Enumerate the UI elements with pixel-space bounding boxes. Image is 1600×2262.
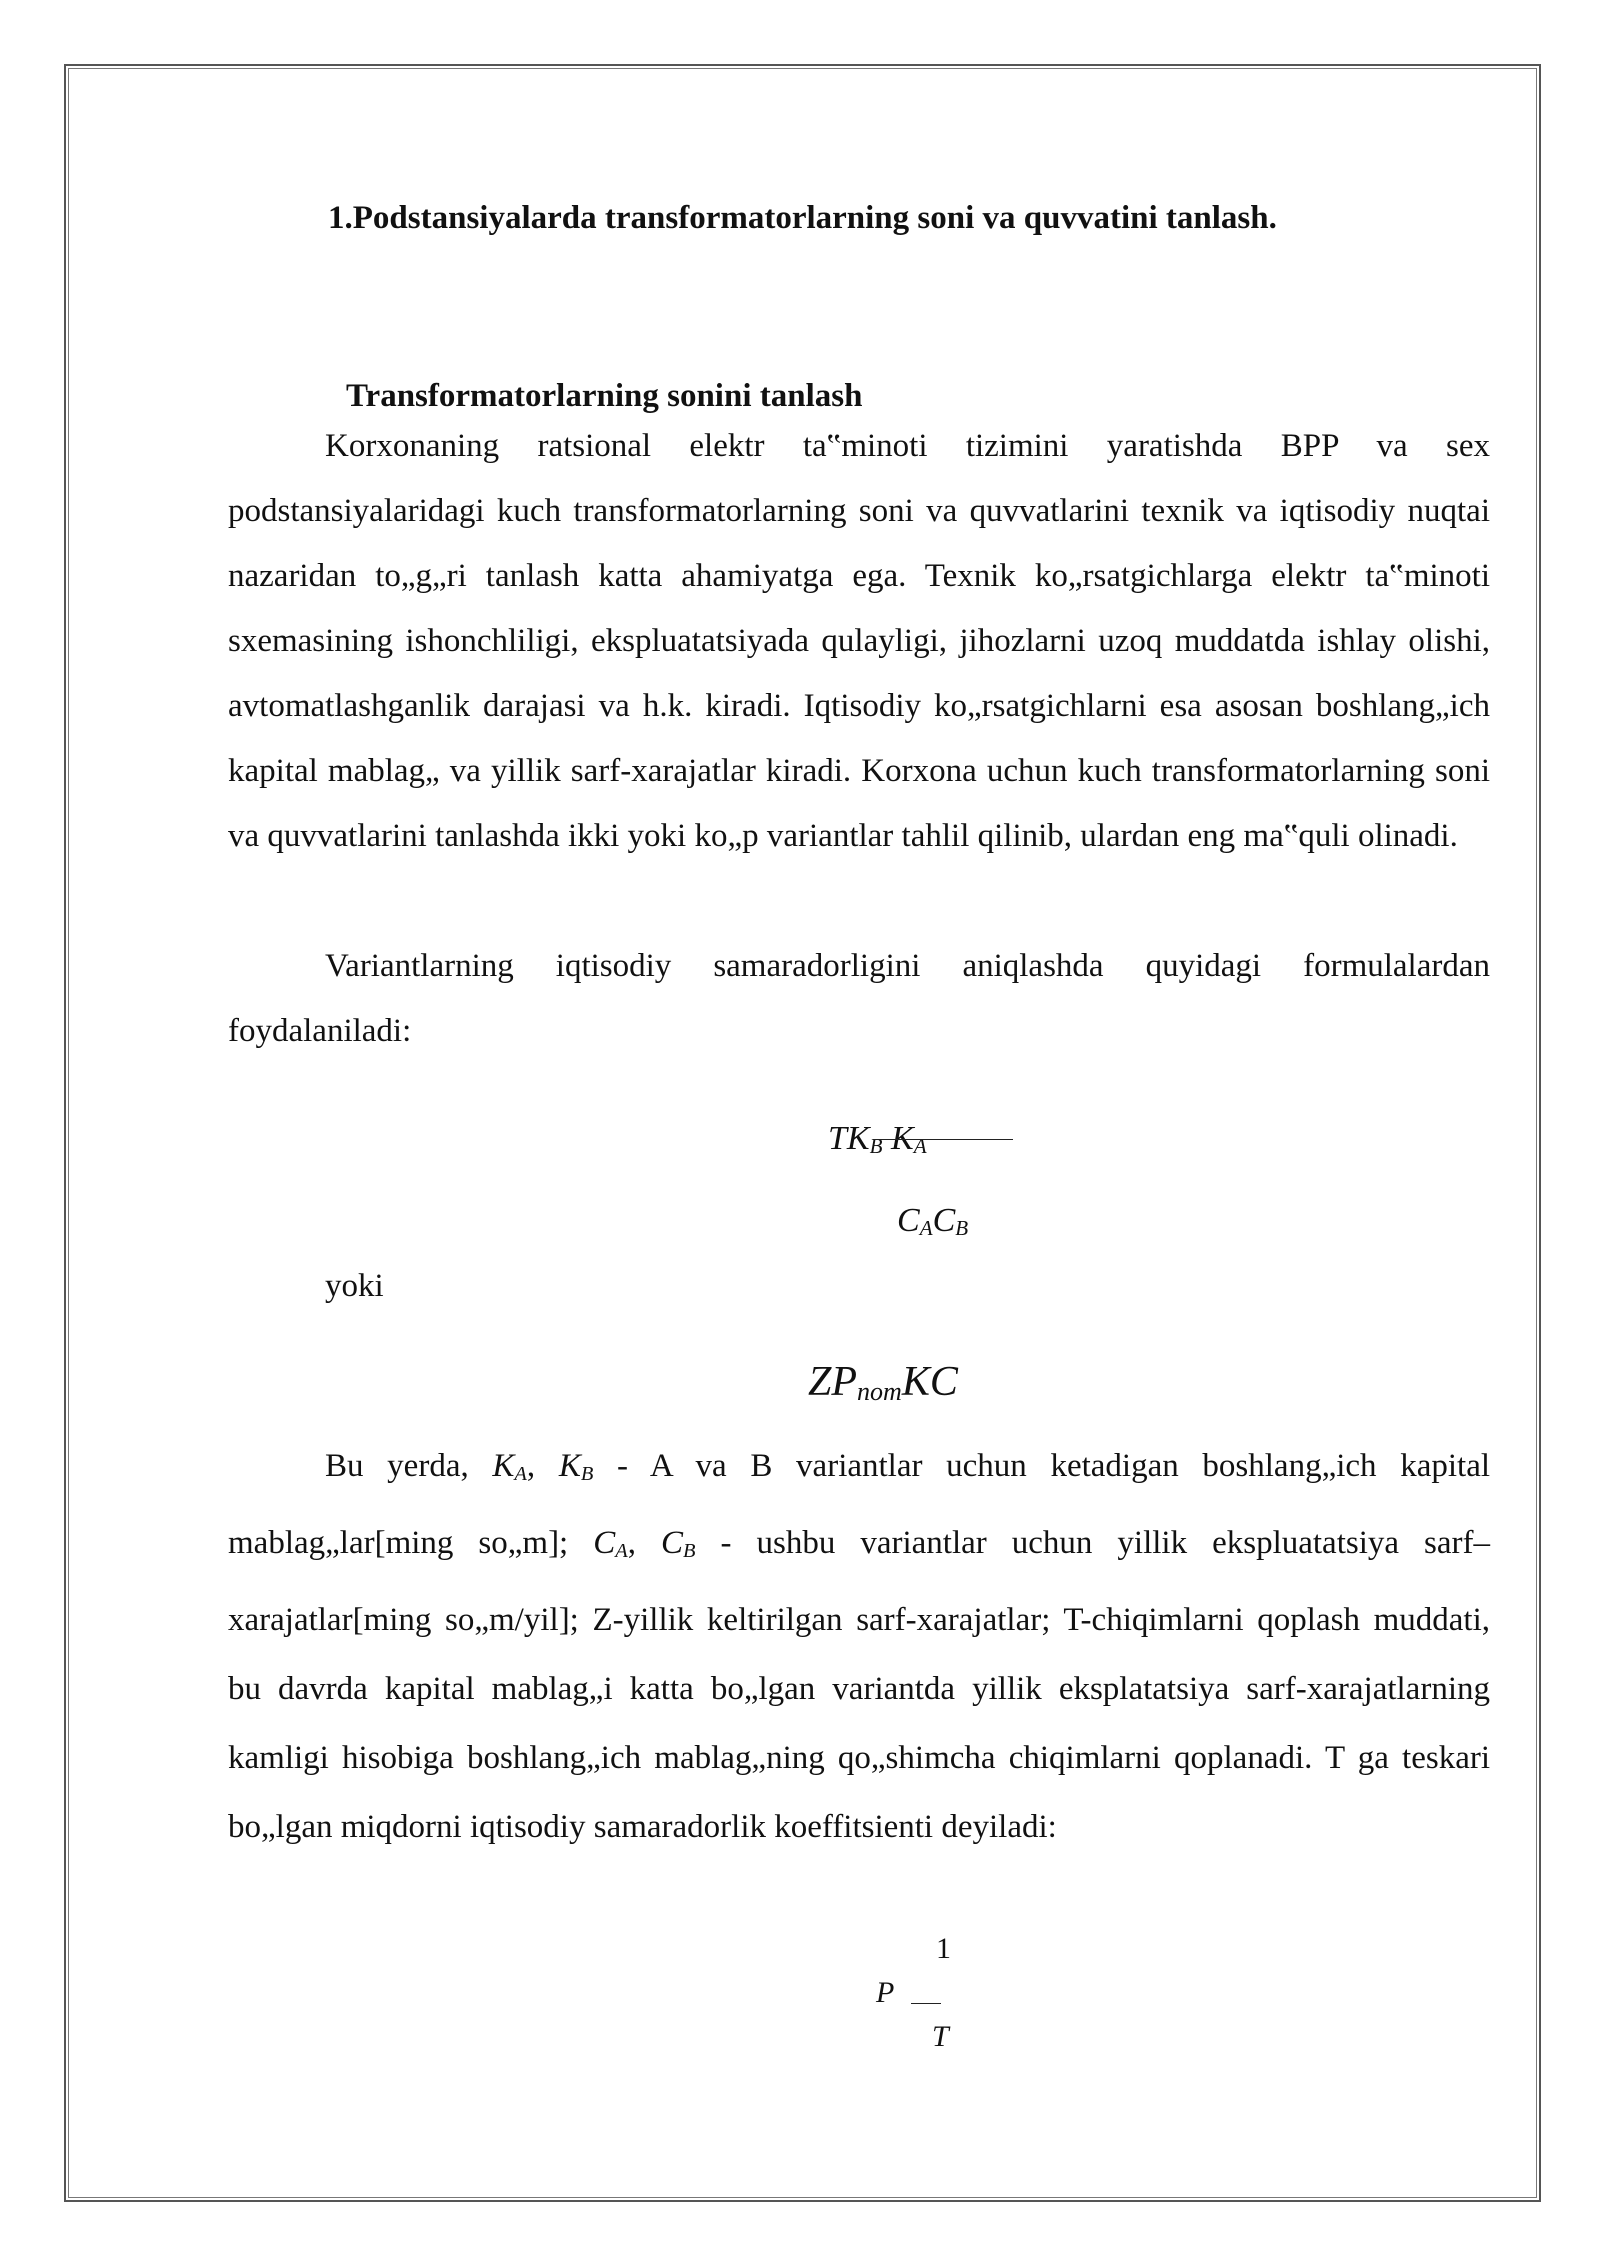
formula-z: Z (808, 1359, 832, 1405)
formula-k: K (891, 1120, 914, 1157)
formula-payback-denominator (897, 1202, 968, 1241)
text-run: Bu yerda, (325, 1448, 493, 1484)
formula-efficiency-fraction-bar (911, 2003, 941, 2004)
text-run: - ushbu variantlar uchun yillik ekspluatatsiya sarf–xarajatlar[ming so„m/yil]; Z-yillik keltirilgan sarf-xarajatlar; T-chiqimlarni qoplash muddati, bu davrda kapital mablag„i katta bo„lgan variantda yillik eksplatatsiya sarf-xarajatlarning kamligi hisobiga boshlang„ich mablag„ning qo„shimcha chiqimlarni qoplanadi. T ga teskari bo„lgan miqdorni iqtisodiy samaradorlik koeffitsienti deyiladi: (228, 1525, 1491, 1846)
var-letter: K (558, 1448, 581, 1484)
var-sub: B (683, 1540, 696, 1563)
formula-efficiency-denominator: T (932, 2020, 949, 2053)
formula-k: K (901, 1359, 930, 1405)
formula-efficiency-numerator: 1 (936, 1932, 951, 1965)
formula-sub-a: A (913, 1134, 927, 1159)
var-letter: C (661, 1525, 684, 1562)
var-letter: C (593, 1525, 616, 1562)
section-heading: 1.Podstansiyalarda transformatorlarning soni va quvvatini tanlash. (328, 200, 1277, 236)
var-letter: K (492, 1448, 515, 1484)
var-sub: A (514, 1463, 527, 1486)
formula-sub-a: A (919, 1216, 933, 1241)
paragraph-intro: Korxonaning ratsional elektr ta‟minoti tizimini yaratishda BPP va sex podstansiyalaridagi kuch transformatorlarning soni va quvvatlarini texnik va iqtisodiy nuqtai nazaridan to„g„ri tanlash katta ahamiyatga ega. Texnik ko„rsatgichlarga elektr ta‟minoti sxemasining ishonchliligi, ekspluatatsiyada qulayligi, jihozlarni uzoq muddatda ishlay olishi, avtomatlashganlik darajasi va h.k. kiradi. Iqtisodiy ko„rsatgichlarni esa asosan boshlang„ich kapital mablag„ va yillik sarf-xarajatlar kiradi. Korxona uchun kuch transformatorlarning soni va quvvatlarini tanlashda ikki yoki ko„p variantlar tahlil qilinib, ulardan eng ma‟quli olinadi. (228, 428, 1490, 854)
formula-sub-b: B (869, 1134, 883, 1159)
formula-c: C (897, 1202, 920, 1239)
formula-sub-nom: nom (857, 1377, 902, 1407)
var-ca (593, 1525, 628, 1561)
formula-c: C (929, 1359, 958, 1405)
text-run: , (627, 1525, 661, 1562)
var-kb (559, 1448, 594, 1484)
var-cb (661, 1525, 696, 1561)
text-yoki: yoki (325, 1268, 384, 1304)
formula-p: P (831, 1359, 858, 1405)
subsection-heading: Transformatorlarning sonini tanlash (346, 378, 863, 414)
formula-payback-fraction-bar (873, 1139, 1013, 1140)
formula-efficiency-lhs (876, 1976, 894, 2010)
var-sub: A (615, 1540, 628, 1563)
formula-c: C (932, 1202, 956, 1239)
var-sub: B (580, 1463, 594, 1486)
text-run: , (526, 1448, 559, 1484)
var-ka (492, 1448, 527, 1484)
formula-p: P (876, 1976, 895, 2009)
paragraph-definitions (228, 1432, 1490, 1862)
formula-k: K (846, 1120, 870, 1157)
text-run: - A va B variantlar uchun ketadigan boshlang„ich kapital mablag„lar[ming so„m]; (228, 1448, 1491, 1562)
formula-payback-lhs: T (828, 1120, 847, 1157)
formula-sub-b: B (955, 1216, 969, 1241)
formula-annual-cost (808, 1358, 958, 1407)
paragraph-formulas-intro: Variantlarning iqtisodiy samaradorligini aniqlashda quyidagi formulalardan foydalaniladi: (228, 948, 1490, 1049)
